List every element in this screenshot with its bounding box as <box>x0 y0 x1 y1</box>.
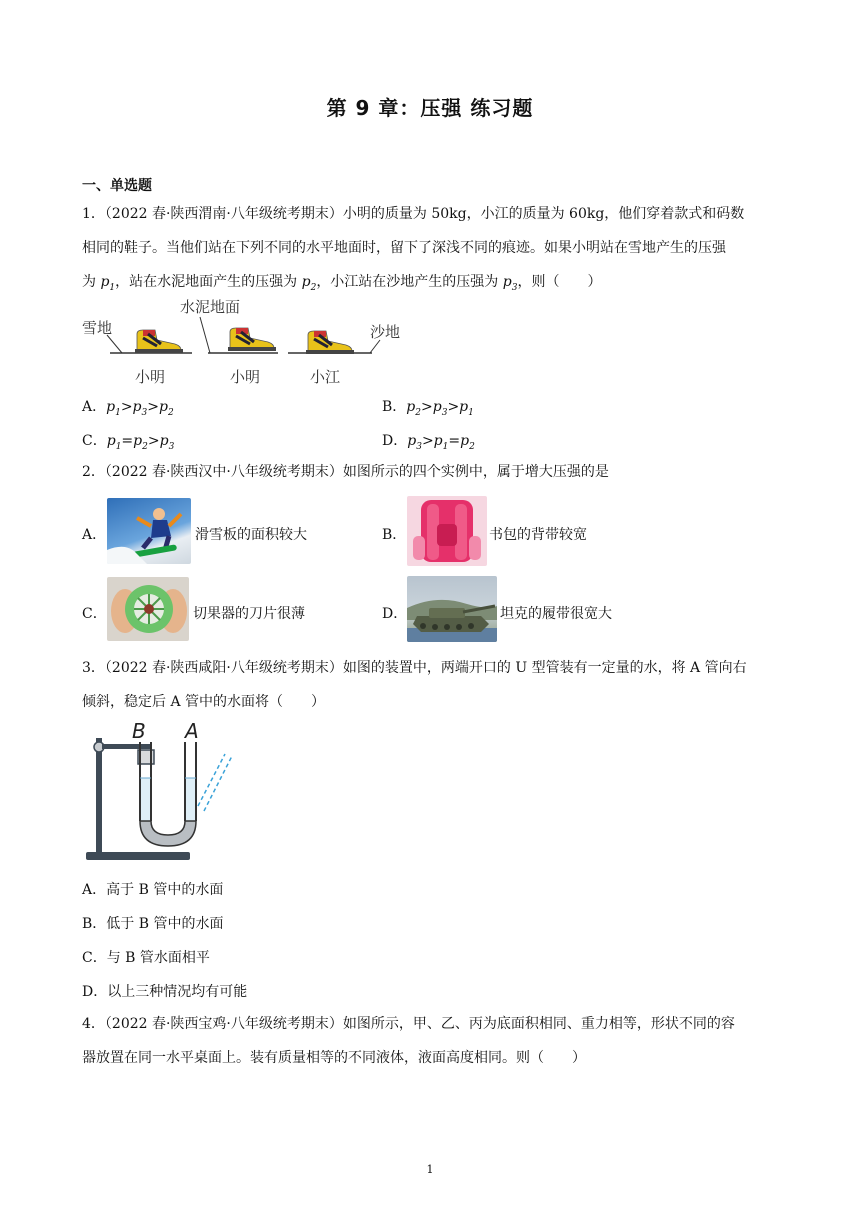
person-label-2: 小明 <box>230 368 261 386</box>
page-title: 第 9 章：压强 练习题 <box>326 96 534 120</box>
q3-option-b[interactable]: B．低于 B 管中的水面 <box>82 916 224 932</box>
q2-option-a-key[interactable]: A． <box>82 527 107 543</box>
question-1 <box>82 197 782 305</box>
q2-option-b-key[interactable]: B． <box>382 527 407 543</box>
cement-label: 水泥地面 <box>180 298 241 316</box>
q1-option-d[interactable]: D．$p_3>p_1=p_2$ <box>382 433 475 452</box>
q2-option-d-key[interactable]: D． <box>382 606 408 622</box>
q1-option-a[interactable]: A．$p_1>p_3>p_2$ <box>82 399 174 418</box>
sand-label: 沙地 <box>370 323 401 341</box>
q3-u-tube-figure <box>82 718 242 866</box>
page-number: 1 <box>426 1163 434 1176</box>
q3-line-1: 3．（2022 春·陕西咸阳·八年级统考期末）如图的装置中，两端开口的 U 型管装有一定量的水，将 A 管向右 <box>82 660 747 676</box>
q1-option-c[interactable]: C．$p_1=p_2>p_3$ <box>82 433 175 452</box>
q2-stem: 2．（2022 春·陕西汉中·八年级统考期末）如图所示的四个实例中，属于增大压强的是 <box>82 464 609 480</box>
snowboard-photo <box>107 498 191 564</box>
q2-option-c-key[interactable]: C． <box>82 606 107 622</box>
q2-option-b-text: 书包的背带较宽 <box>489 527 587 543</box>
question-3 <box>82 651 782 719</box>
fruit-cutter-photo <box>107 577 189 641</box>
q1-line-1: 1．（2022 春·陕西渭南·八年级统考期末）小明的质量为 50kg，小江的质量为 60kg，他们穿着款式和码数 <box>82 206 745 222</box>
snow-label: 雪地 <box>82 319 113 337</box>
question-4 <box>82 1007 782 1075</box>
q1-shoe-figure <box>80 295 410 390</box>
q1-line-2: 相同的鞋子。当他们站在下列不同的水平地面时，留下了深浅不同的痕迹。如果小明站在雪地产生的压强 <box>82 240 726 256</box>
q2-option-a-text: 滑雪板的面积较大 <box>195 527 307 543</box>
q4-line-2: 器放置在同一水平桌面上。装有质量相等的不同液体，液面高度相同。则（ ） <box>82 1050 586 1066</box>
q1-option-b[interactable]: B．$p_2>p_3>p_1$ <box>382 399 474 418</box>
q3-line-2: 倾斜，稳定后 A 管中的水面将（ ） <box>82 694 326 710</box>
person-label-3: 小江 <box>310 368 341 386</box>
tube-b-label: B <box>132 719 146 743</box>
tank-photo <box>407 576 497 642</box>
q1-line-3: 为 $p_1$，站在水泥地面产生的压强为 $p_2$，小江站在沙地产生的压强为 $p_3$，则（ ） <box>82 274 602 293</box>
shoe-icon <box>306 331 354 354</box>
shoe-icon <box>228 328 276 351</box>
person-label-1: 小明 <box>135 368 166 386</box>
q3-option-d[interactable]: D．以上三种情况均有可能 <box>82 984 248 1000</box>
q3-option-c[interactable]: C．与 B 管水面相平 <box>82 950 210 966</box>
q2-option-c-text: 切果器的刀片很薄 <box>193 606 305 622</box>
q3-option-a[interactable]: A．高于 B 管中的水面 <box>82 882 224 898</box>
q2-option-d-text: 坦克的履带很宽大 <box>500 606 612 622</box>
backpack-photo <box>407 496 487 566</box>
section-heading: 一、单选题 <box>82 178 152 194</box>
tube-a-label: A <box>185 719 199 743</box>
q4-line-1: 4．（2022 春·陕西宝鸡·八年级统考期末）如图所示，甲、乙、丙为底面积相同、重力相等，形状不同的容 <box>82 1016 735 1032</box>
shoe-icon <box>135 330 183 353</box>
